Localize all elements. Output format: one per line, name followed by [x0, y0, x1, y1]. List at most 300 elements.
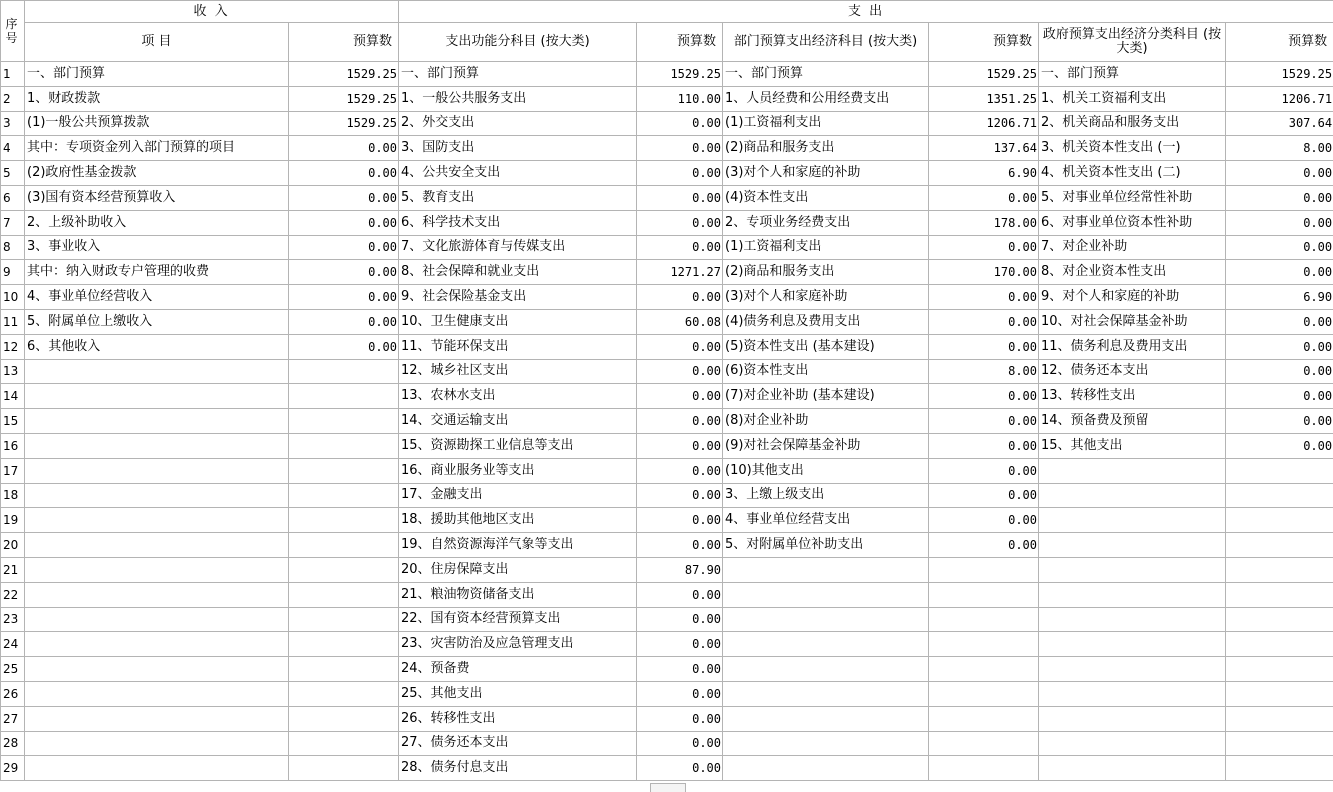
- dept-econ-budget-cell[interactable]: 1351.25: [929, 86, 1039, 111]
- gov-econ-item-cell[interactable]: [1039, 483, 1226, 508]
- gov-econ-budget-cell[interactable]: 1206.71: [1226, 86, 1333, 111]
- dept-econ-item-cell[interactable]: (2)商品和服务支出: [723, 136, 929, 161]
- income-budget-cell[interactable]: [289, 508, 399, 533]
- row-seq-cell[interactable]: 28: [1, 731, 25, 756]
- dept-econ-item-cell[interactable]: [723, 657, 929, 682]
- gov-econ-budget-header[interactable]: 预算数: [1226, 23, 1333, 62]
- dept-econ-budget-cell[interactable]: [929, 557, 1039, 582]
- dept-econ-item-cell[interactable]: (10)其他支出: [723, 458, 929, 483]
- row-seq-cell[interactable]: 8: [1, 235, 25, 260]
- gov-econ-item-cell[interactable]: [1039, 632, 1226, 657]
- income-item-cell[interactable]: [25, 483, 289, 508]
- row-seq-cell[interactable]: 5: [1, 161, 25, 186]
- gov-econ-item-cell[interactable]: [1039, 607, 1226, 632]
- table-row: [1, 210, 1333, 235]
- dept-econ-budget-cell[interactable]: [929, 607, 1039, 632]
- row-seq-cell[interactable]: 24: [1, 632, 25, 657]
- income-budget-cell[interactable]: [289, 582, 399, 607]
- income-budget-cell[interactable]: 0.00: [289, 136, 399, 161]
- func-item-cell[interactable]: 9、社会保险基金支出: [399, 285, 637, 310]
- func-item-cell[interactable]: 14、交通运输支出: [399, 409, 637, 434]
- income-group-header[interactable]: 收 入: [25, 1, 399, 23]
- income-budget-cell[interactable]: 0.00: [289, 260, 399, 285]
- dept-econ-item-cell[interactable]: 一、部门预算: [723, 62, 929, 87]
- func-item-cell[interactable]: 15、资源勘探工业信息等支出: [399, 433, 637, 458]
- gov-econ-budget-cell[interactable]: 0.00: [1226, 359, 1333, 384]
- dept-econ-item-cell[interactable]: [723, 632, 929, 657]
- gov-econ-item-cell[interactable]: 8、对企业资本性支出: [1039, 260, 1226, 285]
- gov-econ-budget-cell[interactable]: [1226, 632, 1333, 657]
- func-budget-cell[interactable]: 0.00: [637, 458, 723, 483]
- dept-econ-budget-cell[interactable]: [929, 582, 1039, 607]
- gov-econ-budget-cell[interactable]: 0.00: [1226, 161, 1333, 186]
- row-seq-cell[interactable]: 18: [1, 483, 25, 508]
- income-item-cell[interactable]: 5、附属单位上缴收入: [25, 309, 289, 334]
- gov-econ-item-cell[interactable]: 5、对事业单位经常性补助: [1039, 185, 1226, 210]
- income-budget-cell[interactable]: [289, 359, 399, 384]
- income-budget-header[interactable]: 预算数: [289, 23, 399, 62]
- dept-econ-budget-cell[interactable]: 137.64: [929, 136, 1039, 161]
- row-seq-cell[interactable]: 14: [1, 384, 25, 409]
- table-row: [1, 62, 1333, 87]
- income-item-cell[interactable]: [25, 409, 289, 434]
- func-budget-cell[interactable]: 0.00: [637, 384, 723, 409]
- gov-econ-item-cell[interactable]: 2、机关商品和服务支出: [1039, 111, 1226, 136]
- func-budget-cell[interactable]: 1529.25: [637, 62, 723, 87]
- row-seq-cell[interactable]: 16: [1, 433, 25, 458]
- func-budget-cell[interactable]: 0.00: [637, 161, 723, 186]
- income-item-cell[interactable]: 6、其他收入: [25, 334, 289, 359]
- func-budget-cell[interactable]: 0.00: [637, 607, 723, 632]
- gov-econ-budget-cell[interactable]: [1226, 508, 1333, 533]
- dept-econ-item-cell[interactable]: (9)对社会保障基金补助: [723, 433, 929, 458]
- income-budget-cell[interactable]: 1529.25: [289, 62, 399, 87]
- income-budget-cell[interactable]: 0.00: [289, 285, 399, 310]
- func-item-cell[interactable]: 24、预备费: [399, 657, 637, 682]
- header-row-columns: [1, 23, 1333, 62]
- func-item-cell[interactable]: 2、外交支出: [399, 111, 637, 136]
- func-item-cell[interactable]: 22、国有资本经营预算支出: [399, 607, 637, 632]
- income-item-cell[interactable]: 3、事业收入: [25, 235, 289, 260]
- table-row: [1, 508, 1333, 533]
- income-budget-cell[interactable]: 0.00: [289, 185, 399, 210]
- gov-econ-item-cell[interactable]: 15、其他支出: [1039, 433, 1226, 458]
- func-item-cell[interactable]: 28、债务付息支出: [399, 756, 637, 781]
- dept-econ-budget-cell[interactable]: [929, 657, 1039, 682]
- income-budget-cell[interactable]: 1529.25: [289, 111, 399, 136]
- income-item-cell[interactable]: 一、部门预算: [25, 62, 289, 87]
- table-row: [1, 260, 1333, 285]
- income-item-cell[interactable]: 4、事业单位经营收入: [25, 285, 289, 310]
- func-item-cell[interactable]: 4、公共安全支出: [399, 161, 637, 186]
- func-budget-cell[interactable]: 0.00: [637, 409, 723, 434]
- dept-econ-item-cell[interactable]: 2、专项业务经费支出: [723, 210, 929, 235]
- income-budget-cell[interactable]: [289, 632, 399, 657]
- func-item-cell[interactable]: 13、农林水支出: [399, 384, 637, 409]
- func-budget-cell[interactable]: 0.00: [637, 235, 723, 260]
- func-item-cell[interactable]: 7、文化旅游体育与传媒支出: [399, 235, 637, 260]
- func-budget-cell[interactable]: 0.00: [637, 657, 723, 682]
- dept-econ-item-cell[interactable]: 4、事业单位经营支出: [723, 508, 929, 533]
- func-item-cell[interactable]: 18、援助其他地区支出: [399, 508, 637, 533]
- table-row: [1, 285, 1333, 310]
- dept-econ-budget-cell[interactable]: 0.00: [929, 409, 1039, 434]
- gov-econ-budget-cell[interactable]: 1529.25: [1226, 62, 1333, 87]
- dept-econ-budget-cell[interactable]: [929, 706, 1039, 731]
- income-item-cell[interactable]: 1、财政拨款: [25, 86, 289, 111]
- dept-econ-budget-cell[interactable]: 0.00: [929, 235, 1039, 260]
- dept-econ-item-cell[interactable]: (4)债务利息及费用支出: [723, 309, 929, 334]
- gov-econ-item-cell[interactable]: 12、债务还本支出: [1039, 359, 1226, 384]
- gov-econ-budget-cell[interactable]: 0.00: [1226, 409, 1333, 434]
- income-item-cell[interactable]: [25, 384, 289, 409]
- gov-econ-budget-cell[interactable]: 0.00: [1226, 334, 1333, 359]
- func-budget-cell[interactable]: 0.00: [637, 185, 723, 210]
- dept-econ-budget-cell[interactable]: 170.00: [929, 260, 1039, 285]
- row-seq-cell[interactable]: 17: [1, 458, 25, 483]
- gov-econ-budget-cell[interactable]: 6.90: [1226, 285, 1333, 310]
- func-class-header[interactable]: 支出功能分科目 (按大类): [399, 23, 637, 62]
- row-seq-cell[interactable]: 29: [1, 756, 25, 781]
- func-budget-cell[interactable]: 0.00: [637, 731, 723, 756]
- income-budget-cell[interactable]: 1529.25: [289, 86, 399, 111]
- table-row: [1, 359, 1333, 384]
- gov-econ-item-cell[interactable]: [1039, 582, 1226, 607]
- dept-econ-budget-cell[interactable]: 0.00: [929, 384, 1039, 409]
- dept-econ-item-cell[interactable]: [723, 706, 929, 731]
- table-row: [1, 334, 1333, 359]
- row-seq-cell[interactable]: 13: [1, 359, 25, 384]
- income-item-cell[interactable]: [25, 359, 289, 384]
- func-item-cell[interactable]: 6、科学技术支出: [399, 210, 637, 235]
- dept-econ-budget-cell[interactable]: 6.90: [929, 161, 1039, 186]
- row-seq-cell[interactable]: 15: [1, 409, 25, 434]
- income-item-cell[interactable]: (2)政府性基金拨款: [25, 161, 289, 186]
- func-budget-cell[interactable]: 0.00: [637, 111, 723, 136]
- table-row: [1, 533, 1333, 558]
- gov-econ-item-cell[interactable]: 1、机关工资福利支出: [1039, 86, 1226, 111]
- income-budget-cell[interactable]: [289, 384, 399, 409]
- gov-econ-item-cell[interactable]: 10、对社会保障基金补助: [1039, 309, 1226, 334]
- income-item-cell[interactable]: [25, 706, 289, 731]
- dept-econ-item-cell[interactable]: [723, 582, 929, 607]
- income-item-cell[interactable]: [25, 433, 289, 458]
- income-item-cell[interactable]: [25, 607, 289, 632]
- func-budget-cell[interactable]: 60.08: [637, 309, 723, 334]
- dept-econ-budget-cell[interactable]: 178.00: [929, 210, 1039, 235]
- gov-econ-budget-cell[interactable]: 0.00: [1226, 384, 1333, 409]
- func-item-cell[interactable]: 8、社会保障和就业支出: [399, 260, 637, 285]
- gov-econ-item-cell[interactable]: 4、机关资本性支出 (二): [1039, 161, 1226, 186]
- row-seq-cell[interactable]: 4: [1, 136, 25, 161]
- dept-econ-item-cell[interactable]: (3)对个人和家庭的补助: [723, 161, 929, 186]
- table-row: [1, 384, 1333, 409]
- func-budget-cell[interactable]: 0.00: [637, 632, 723, 657]
- income-item-cell[interactable]: [25, 533, 289, 558]
- gov-econ-item-cell[interactable]: 一、部门预算: [1039, 62, 1226, 87]
- table-row: [1, 185, 1333, 210]
- gov-econ-budget-cell[interactable]: 8.00: [1226, 136, 1333, 161]
- func-item-cell[interactable]: 19、自然资源海洋气象等支出: [399, 533, 637, 558]
- income-item-cell[interactable]: [25, 508, 289, 533]
- gov-econ-budget-cell[interactable]: [1226, 582, 1333, 607]
- table-row: [1, 632, 1333, 657]
- table-row: [1, 557, 1333, 582]
- func-item-cell[interactable]: 5、教育支出: [399, 185, 637, 210]
- func-budget-cell[interactable]: 0.00: [637, 582, 723, 607]
- row-seq-cell[interactable]: 1: [1, 62, 25, 87]
- dept-econ-item-cell[interactable]: [723, 681, 929, 706]
- table-row: [1, 409, 1333, 434]
- gov-econ-budget-cell[interactable]: [1226, 458, 1333, 483]
- dept-econ-budget-header[interactable]: 预算数: [929, 23, 1039, 62]
- income-item-cell[interactable]: [25, 731, 289, 756]
- dept-econ-budget-cell[interactable]: 0.00: [929, 433, 1039, 458]
- table-row: [1, 731, 1333, 756]
- gov-econ-item-cell[interactable]: 13、转移性支出: [1039, 384, 1226, 409]
- gov-econ-item-cell[interactable]: 9、对个人和家庭的补助: [1039, 285, 1226, 310]
- dept-econ-budget-cell[interactable]: [929, 731, 1039, 756]
- table-row: [1, 309, 1333, 334]
- row-seq-cell[interactable]: 21: [1, 557, 25, 582]
- dept-econ-item-cell[interactable]: [723, 756, 929, 781]
- gov-econ-budget-cell[interactable]: 0.00: [1226, 433, 1333, 458]
- func-budget-cell[interactable]: 0.00: [637, 136, 723, 161]
- gov-econ-item-cell[interactable]: 6、对事业单位资本性补助: [1039, 210, 1226, 235]
- income-budget-cell[interactable]: [289, 483, 399, 508]
- gov-econ-item-cell[interactable]: [1039, 681, 1226, 706]
- gov-econ-item-cell[interactable]: [1039, 458, 1226, 483]
- gov-econ-item-cell[interactable]: [1039, 706, 1226, 731]
- dept-econ-item-cell[interactable]: 5、对附属单位补助支出: [723, 533, 929, 558]
- gov-econ-item-cell[interactable]: [1039, 508, 1226, 533]
- table-row: [1, 161, 1333, 186]
- dept-econ-budget-cell[interactable]: 1206.71: [929, 111, 1039, 136]
- seq-header[interactable]: 序号: [1, 1, 25, 62]
- row-seq-cell[interactable]: 23: [1, 607, 25, 632]
- row-seq-cell[interactable]: 2: [1, 86, 25, 111]
- table-row: [1, 483, 1333, 508]
- income-budget-cell[interactable]: 0.00: [289, 309, 399, 334]
- row-seq-cell[interactable]: 22: [1, 582, 25, 607]
- gov-econ-item-cell[interactable]: 14、预备费及预留: [1039, 409, 1226, 434]
- dept-econ-budget-cell[interactable]: 0.00: [929, 309, 1039, 334]
- gov-econ-item-cell[interactable]: [1039, 756, 1226, 781]
- gov-econ-budget-cell[interactable]: [1226, 706, 1333, 731]
- income-item-cell[interactable]: [25, 632, 289, 657]
- dept-econ-item-cell[interactable]: (7)对企业补助 (基本建设): [723, 384, 929, 409]
- row-seq-cell[interactable]: 10: [1, 285, 25, 310]
- income-item-cell[interactable]: (3)国有资本经营预算收入: [25, 185, 289, 210]
- gov-econ-budget-cell[interactable]: [1226, 657, 1333, 682]
- income-item-cell[interactable]: [25, 557, 289, 582]
- income-budget-cell[interactable]: [289, 706, 399, 731]
- income-budget-cell[interactable]: 0.00: [289, 334, 399, 359]
- gov-econ-budget-cell[interactable]: [1226, 533, 1333, 558]
- func-budget-cell[interactable]: 0.00: [637, 285, 723, 310]
- table-row: [1, 86, 1333, 111]
- row-seq-cell[interactable]: 9: [1, 260, 25, 285]
- gov-econ-item-cell[interactable]: 3、机关资本性支出 (一): [1039, 136, 1226, 161]
- table-row: [1, 657, 1333, 682]
- row-seq-cell[interactable]: 12: [1, 334, 25, 359]
- income-item-cell[interactable]: 2、上级补助收入: [25, 210, 289, 235]
- income-budget-cell[interactable]: [289, 681, 399, 706]
- gov-econ-item-cell[interactable]: 7、对企业补助: [1039, 235, 1226, 260]
- table-row: [1, 756, 1333, 781]
- income-item-cell[interactable]: [25, 756, 289, 781]
- income-budget-cell[interactable]: [289, 607, 399, 632]
- income-item-cell[interactable]: 其中：专项资金列入部门预算的项目: [25, 136, 289, 161]
- dept-econ-budget-cell[interactable]: 0.00: [929, 483, 1039, 508]
- func-budget-cell[interactable]: 0.00: [637, 706, 723, 731]
- dept-econ-item-cell[interactable]: (1)工资福利支出: [723, 235, 929, 260]
- dept-econ-budget-cell[interactable]: 0.00: [929, 334, 1039, 359]
- income-budget-cell[interactable]: [289, 409, 399, 434]
- func-budget-cell[interactable]: 0.00: [637, 533, 723, 558]
- table-row: [1, 607, 1333, 632]
- dept-econ-item-cell[interactable]: [723, 731, 929, 756]
- func-item-cell[interactable]: 23、灾害防治及应急管理支出: [399, 632, 637, 657]
- income-budget-cell[interactable]: [289, 731, 399, 756]
- func-budget-cell[interactable]: 0.00: [637, 483, 723, 508]
- income-budget-cell[interactable]: [289, 433, 399, 458]
- dept-econ-item-cell[interactable]: (6)资本性支出: [723, 359, 929, 384]
- dept-econ-item-cell[interactable]: 1、人员经费和公用经费支出: [723, 86, 929, 111]
- dept-econ-budget-cell[interactable]: 8.00: [929, 359, 1039, 384]
- func-budget-cell[interactable]: 0.00: [637, 359, 723, 384]
- row-seq-cell[interactable]: 20: [1, 533, 25, 558]
- row-seq-cell[interactable]: 19: [1, 508, 25, 533]
- func-item-cell[interactable]: 26、转移性支出: [399, 706, 637, 731]
- func-item-cell[interactable]: 11、节能环保支出: [399, 334, 637, 359]
- dept-econ-item-cell[interactable]: (3)对个人和家庭补助: [723, 285, 929, 310]
- func-item-cell[interactable]: 一、部门预算: [399, 62, 637, 87]
- row-seq-cell[interactable]: 11: [1, 309, 25, 334]
- dept-econ-item-cell[interactable]: (5)资本性支出 (基本建设): [723, 334, 929, 359]
- func-budget-cell[interactable]: 0.00: [637, 681, 723, 706]
- row-seq-cell[interactable]: 7: [1, 210, 25, 235]
- gov-econ-item-cell[interactable]: [1039, 657, 1226, 682]
- income-item-cell[interactable]: [25, 657, 289, 682]
- gov-econ-budget-cell[interactable]: 0.00: [1226, 235, 1333, 260]
- row-seq-cell[interactable]: 27: [1, 706, 25, 731]
- dept-econ-budget-cell[interactable]: [929, 632, 1039, 657]
- func-budget-cell[interactable]: 87.90: [637, 557, 723, 582]
- table-row: [1, 433, 1333, 458]
- row-seq-cell[interactable]: 6: [1, 185, 25, 210]
- dept-econ-item-cell[interactable]: (4)资本性支出: [723, 185, 929, 210]
- func-budget-cell[interactable]: 0.00: [637, 433, 723, 458]
- gov-econ-budget-cell[interactable]: 0.00: [1226, 260, 1333, 285]
- income-budget-cell[interactable]: 0.00: [289, 235, 399, 260]
- income-budget-cell[interactable]: [289, 756, 399, 781]
- gov-econ-budget-cell[interactable]: [1226, 607, 1333, 632]
- income-budget-cell[interactable]: [289, 458, 399, 483]
- func-budget-cell[interactable]: 0.00: [637, 334, 723, 359]
- income-item-cell[interactable]: (1)一般公共预算拨款: [25, 111, 289, 136]
- func-budget-cell[interactable]: 0.00: [637, 756, 723, 781]
- func-budget-cell[interactable]: 110.00: [637, 86, 723, 111]
- gov-econ-budget-cell[interactable]: [1226, 557, 1333, 582]
- gov-econ-budget-cell[interactable]: [1226, 756, 1333, 781]
- table-row: [1, 706, 1333, 731]
- func-item-cell[interactable]: 20、住房保障支出: [399, 557, 637, 582]
- gov-econ-budget-cell[interactable]: 307.64: [1226, 111, 1333, 136]
- dept-econ-budget-cell[interactable]: [929, 681, 1039, 706]
- gov-econ-item-cell[interactable]: [1039, 557, 1226, 582]
- dept-econ-budget-cell[interactable]: 0.00: [929, 508, 1039, 533]
- income-item-cell[interactable]: [25, 681, 289, 706]
- dept-econ-budget-cell[interactable]: 1529.25: [929, 62, 1039, 87]
- table-row: [1, 111, 1333, 136]
- gov-econ-header[interactable]: 政府预算支出经济分类科目 (按大类): [1039, 23, 1226, 62]
- row-seq-cell[interactable]: 26: [1, 681, 25, 706]
- gov-econ-budget-cell[interactable]: [1226, 681, 1333, 706]
- income-budget-cell[interactable]: [289, 557, 399, 582]
- income-item-cell[interactable]: [25, 582, 289, 607]
- gov-econ-item-cell[interactable]: 11、债务利息及费用支出: [1039, 334, 1226, 359]
- func-item-cell[interactable]: 16、商业服务业等支出: [399, 458, 637, 483]
- func-budget-cell[interactable]: 0.00: [637, 210, 723, 235]
- func-item-cell[interactable]: 17、金融支出: [399, 483, 637, 508]
- dept-econ-item-cell[interactable]: (2)商品和服务支出: [723, 260, 929, 285]
- table-row: [1, 235, 1333, 260]
- dept-econ-item-cell[interactable]: (8)对企业补助: [723, 409, 929, 434]
- func-budget-cell[interactable]: 0.00: [637, 508, 723, 533]
- gov-econ-item-cell[interactable]: [1039, 731, 1226, 756]
- func-budget-cell[interactable]: 1271.27: [637, 260, 723, 285]
- gov-econ-item-cell[interactable]: [1039, 533, 1226, 558]
- dept-econ-item-cell[interactable]: [723, 557, 929, 582]
- func-item-cell[interactable]: 1、一般公共服务支出: [399, 86, 637, 111]
- dept-econ-item-cell[interactable]: [723, 607, 929, 632]
- table-row: [1, 582, 1333, 607]
- dept-econ-budget-cell[interactable]: 0.00: [929, 185, 1039, 210]
- income-budget-cell[interactable]: 0.00: [289, 161, 399, 186]
- income-budget-cell[interactable]: [289, 533, 399, 558]
- dept-econ-header[interactable]: 部门预算支出经济科目 (按大类): [723, 23, 929, 62]
- gov-econ-budget-cell[interactable]: 0.00: [1226, 185, 1333, 210]
- sheet-tab-stub[interactable]: [650, 783, 686, 792]
- func-item-cell[interactable]: 21、粮油物资储备支出: [399, 582, 637, 607]
- func-budget-header[interactable]: 预算数: [637, 23, 723, 62]
- func-item-cell[interactable]: 3、国防支出: [399, 136, 637, 161]
- row-seq-cell[interactable]: 25: [1, 657, 25, 682]
- income-budget-cell[interactable]: 0.00: [289, 210, 399, 235]
- func-item-cell[interactable]: 27、债务还本支出: [399, 731, 637, 756]
- dept-econ-item-cell[interactable]: (1)工资福利支出: [723, 111, 929, 136]
- dept-econ-budget-cell[interactable]: 0.00: [929, 533, 1039, 558]
- dept-econ-item-cell[interactable]: 3、上缴上级支出: [723, 483, 929, 508]
- dept-econ-budget-cell[interactable]: [929, 756, 1039, 781]
- dept-econ-budget-cell[interactable]: 0.00: [929, 285, 1039, 310]
- income-item-cell[interactable]: [25, 458, 289, 483]
- expense-group-header[interactable]: 支 出: [399, 1, 1333, 23]
- func-item-cell[interactable]: 10、卫生健康支出: [399, 309, 637, 334]
- income-item-cell[interactable]: 其中：纳入财政专户管理的收费: [25, 260, 289, 285]
- gov-econ-budget-cell[interactable]: [1226, 483, 1333, 508]
- func-item-cell[interactable]: 25、其他支出: [399, 681, 637, 706]
- dept-econ-budget-cell[interactable]: 0.00: [929, 458, 1039, 483]
- gov-econ-budget-cell[interactable]: 0.00: [1226, 309, 1333, 334]
- gov-econ-budget-cell[interactable]: [1226, 731, 1333, 756]
- income-item-header[interactable]: 项 目: [25, 23, 289, 62]
- income-budget-cell[interactable]: [289, 657, 399, 682]
- gov-econ-budget-cell[interactable]: 0.00: [1226, 210, 1333, 235]
- func-item-cell[interactable]: 12、城乡社区支出: [399, 359, 637, 384]
- row-seq-cell[interactable]: 3: [1, 111, 25, 136]
